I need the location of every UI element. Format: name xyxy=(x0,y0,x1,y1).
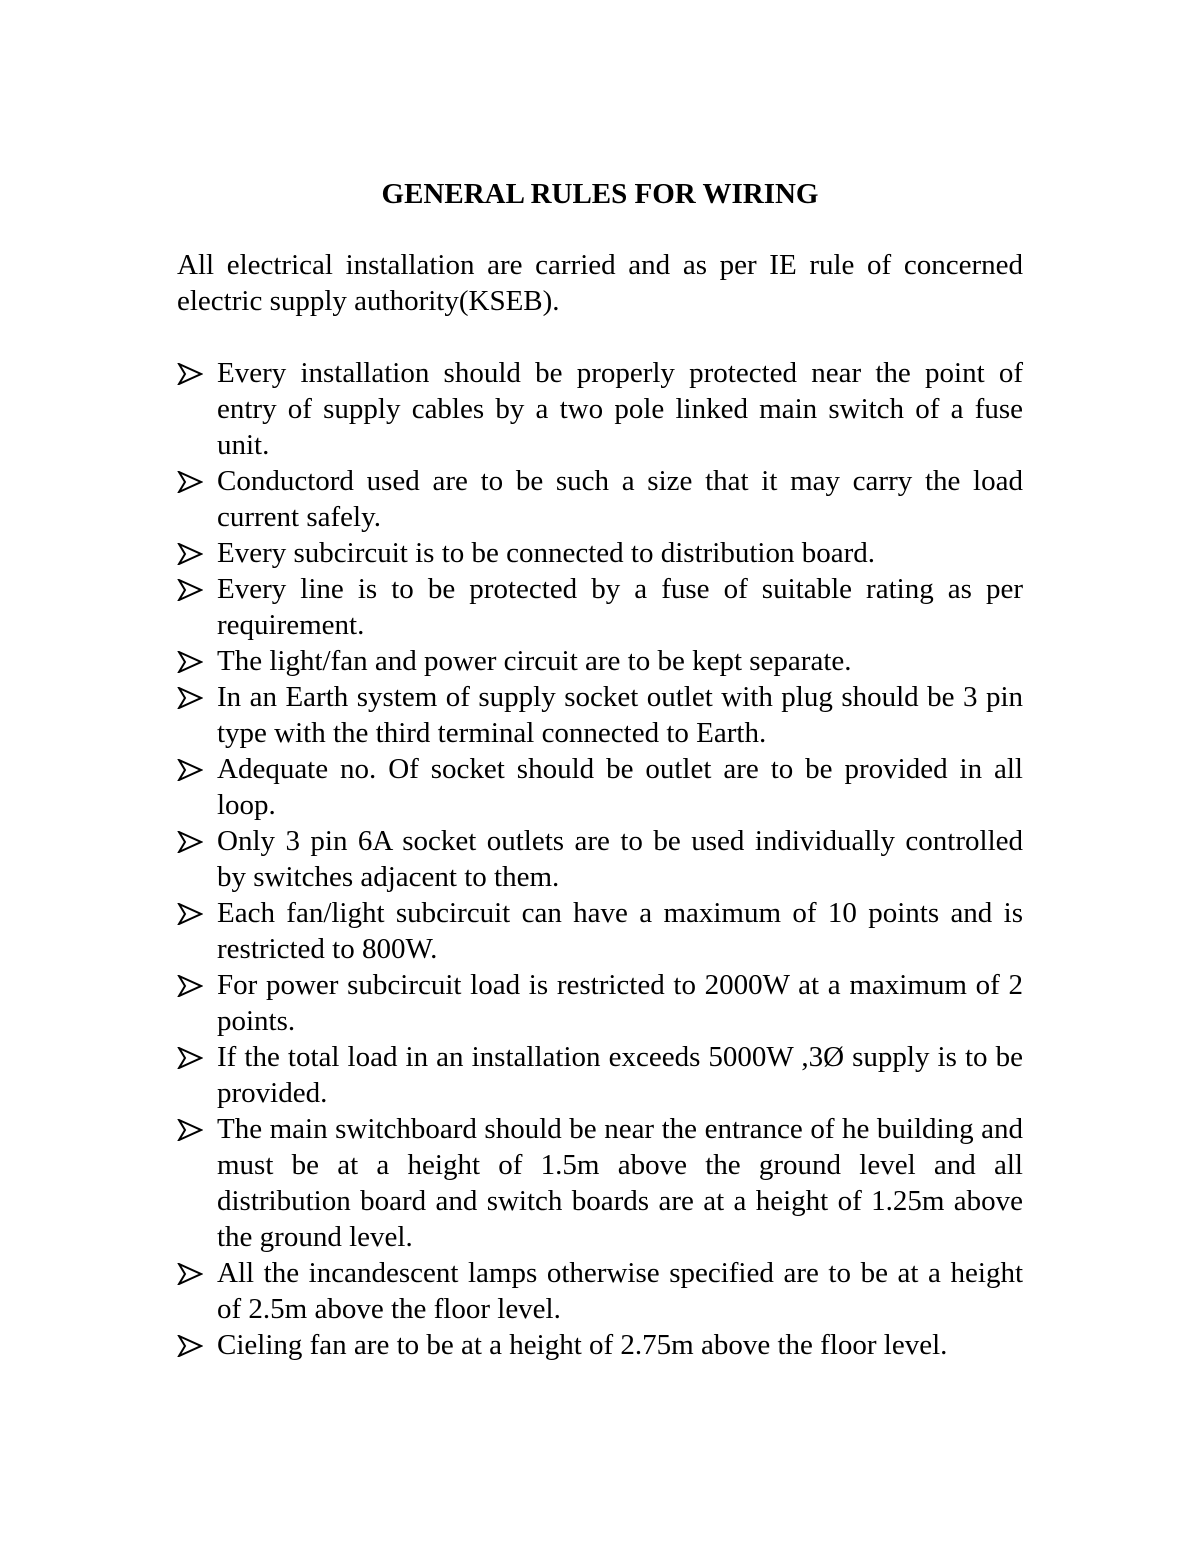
arrowhead-bullet-icon xyxy=(177,679,209,715)
arrowhead-bullet-icon xyxy=(177,1039,209,1075)
list-item xyxy=(177,535,1023,571)
list-item-text: All the incandescent lamps otherwise specified are to be at a height of 2.5m above the floor level. xyxy=(217,1257,1023,1325)
list-item xyxy=(177,751,1023,823)
list-item-text: Every line is to be protected by a fuse of suitable rating as per requirement. xyxy=(217,573,1023,641)
list-item-text: Cieling fan are to be at a height of 2.75m above the floor level. xyxy=(217,1329,948,1361)
arrowhead-bullet-icon xyxy=(177,535,209,571)
list-item-text: For power subcircuit load is restricted to 2000W at a maximum of 2 points. xyxy=(217,969,1023,1037)
list-item-text: Adequate no. Of socket should be outlet are to be provided in all loop. xyxy=(217,753,1023,821)
arrowhead-bullet-icon xyxy=(177,823,209,859)
list-item-text: Conductord used are to be such a size that it may carry the load current safely. xyxy=(217,465,1023,533)
list-item xyxy=(177,571,1023,643)
list-item-text: Every subcircuit is to be connected to distribution board. xyxy=(217,537,875,569)
arrowhead-bullet-icon xyxy=(177,1111,209,1147)
list-item xyxy=(177,643,1023,679)
list-item-text: The light/fan and power circuit are to be kept separate. xyxy=(217,645,852,677)
arrowhead-bullet-icon xyxy=(177,1327,209,1363)
list-item-text: Each fan/light subcircuit can have a maximum of 10 points and is restricted to 800W. xyxy=(217,897,1023,965)
list-item-text: Only 3 pin 6A socket outlets are to be used individually controlled by switches adjacent to them. xyxy=(217,825,1023,893)
list-item xyxy=(177,1111,1023,1255)
list-item xyxy=(177,679,1023,751)
arrowhead-bullet-icon xyxy=(177,967,209,1003)
page-title: GENERAL RULES FOR WIRING xyxy=(381,178,819,210)
list-item xyxy=(177,967,1023,1039)
list-item xyxy=(177,895,1023,967)
list-item xyxy=(177,463,1023,535)
rules-list xyxy=(177,355,1023,1363)
list-item-text: In an Earth system of supply socket outlet with plug should be 3 pin type with the third terminal connected to Earth. xyxy=(217,681,1023,749)
list-item xyxy=(177,1039,1023,1111)
arrowhead-bullet-icon xyxy=(177,355,209,391)
list-item xyxy=(177,1255,1023,1327)
list-item-text: Every installation should be properly protected near the point of entry of supply cables by a two pole linked main switch of a fuse unit. xyxy=(217,357,1023,461)
list-item-text: If the total load in an installation exceeds 5000W ,3Ø supply is to be provided. xyxy=(217,1041,1023,1109)
intro-paragraph: All electrical installation are carried and as per IE rule of concerned electric supply authority(KSEB). xyxy=(177,249,1023,317)
arrowhead-bullet-icon xyxy=(177,895,209,931)
list-item-text: The main switchboard should be near the entrance of he building and must be at a height of 1.5m above the ground level and all distribution board and switch boards are at a height of 1.25m above the ground level. xyxy=(217,1113,1023,1253)
list-item xyxy=(177,355,1023,463)
arrowhead-bullet-icon xyxy=(177,1255,209,1291)
arrowhead-bullet-icon xyxy=(177,643,209,679)
arrowhead-bullet-icon xyxy=(177,571,209,607)
list-item xyxy=(177,1327,1023,1363)
arrowhead-bullet-icon xyxy=(177,463,209,499)
list-item xyxy=(177,823,1023,895)
arrowhead-bullet-icon xyxy=(177,751,209,787)
